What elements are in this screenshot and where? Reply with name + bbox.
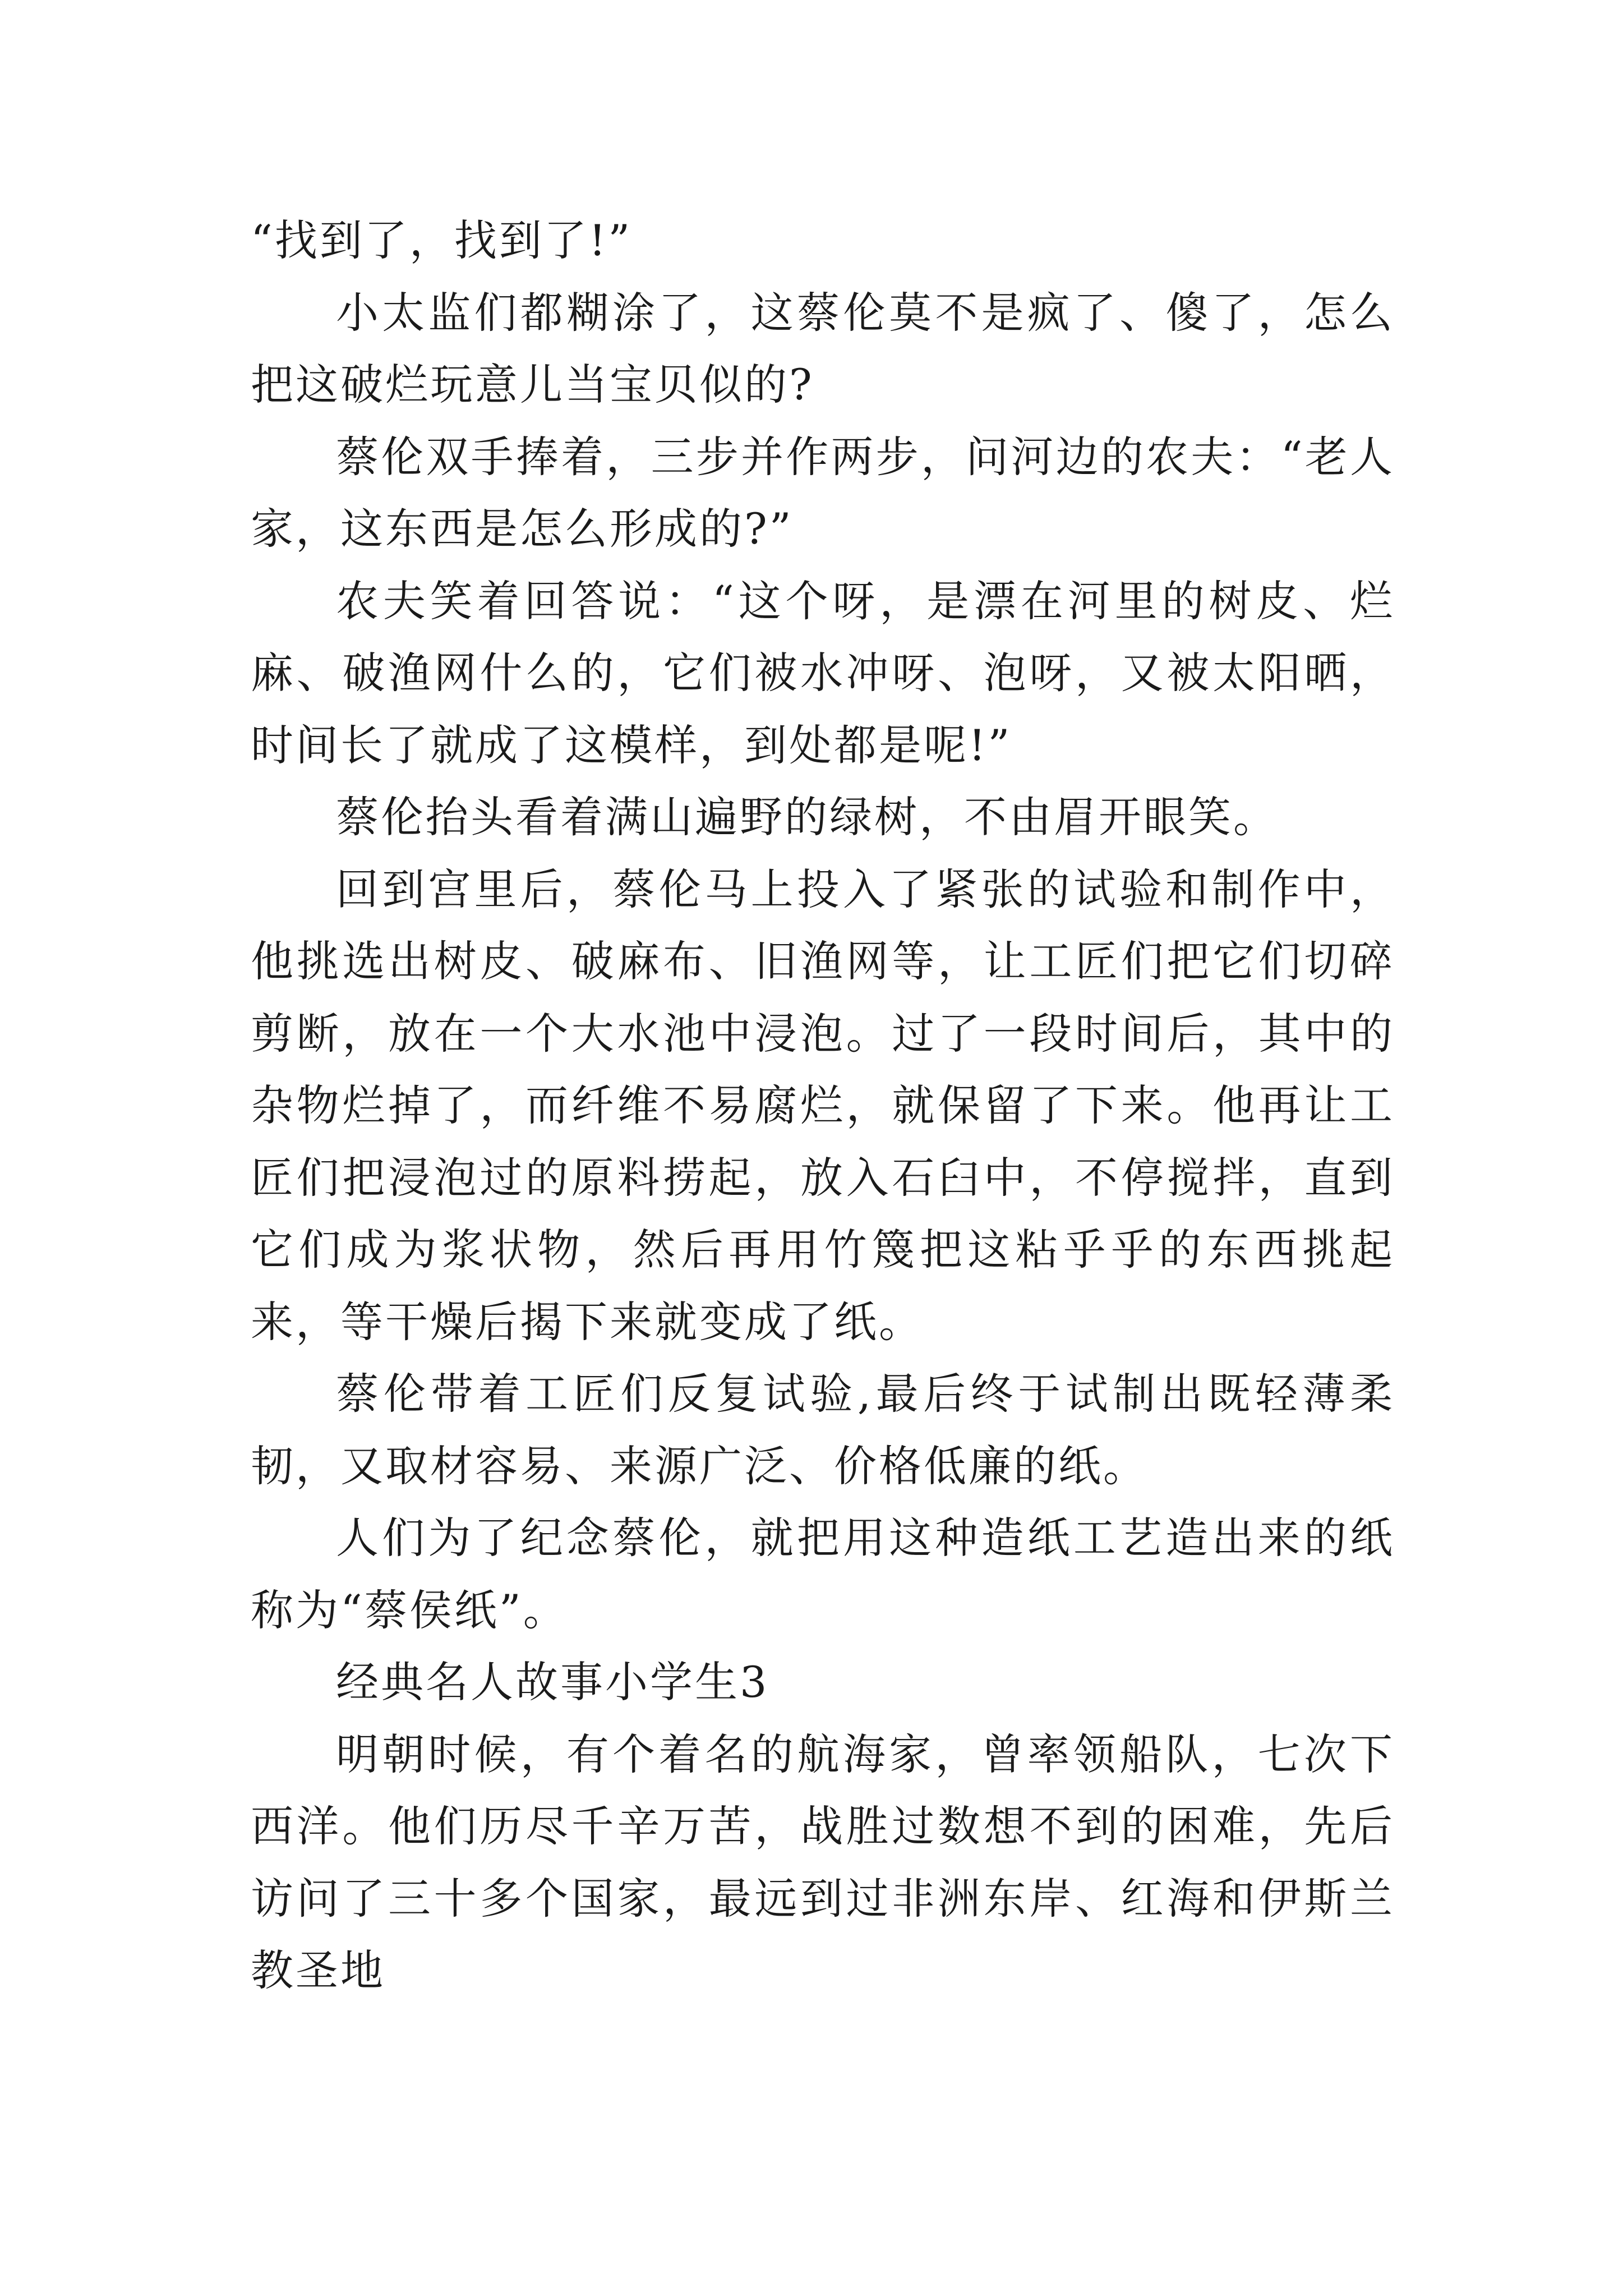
- paragraph-caihou-paper: 人们为了纪念蔡伦，就把用这种造纸工艺造出来的纸称为“蔡侯纸”。: [251, 1513, 1395, 1635]
- paragraph-papermaking-process: 回到宫里后，蔡伦马上投入了紧张的试验和制作中，他挑选出树皮、破麻布、旧渔网等，让工匠们把它们切碎剪断，放在一个大水池中浸泡。过了一段时间后，其中的杂物烂掉了，而纤维不易腐烂，就保留了下来。他再让工匠们把浸泡过的原料捞起，放入石臼中，不停搅拌，直到它们成为浆状物，然后再用竹篾把这粘乎乎的东西挑起来，等干燥后揭下来就变成了纸。: [251, 864, 1395, 1347]
- paragraph-farmer-answers: 农夫笑着回答说：“这个呀，是漂在河里的树皮、烂麻、破渔网什么的，它们被水冲呀、泡呀，又被太阳晒，时间长了就成了这模样，到处都是呢!”: [251, 576, 1395, 770]
- paragraph-eunuchs-confused: 小太监们都糊涂了，这蔡伦莫不是疯了、傻了，怎么把这破烂玩意儿当宝贝似的?: [251, 287, 1395, 409]
- paragraph-ming-navigator: 明朝时候，有个着名的航海家，曾率领船队，七次下西洋。他们历尽千辛万苦，战胜过数想不到的困难，先后访问了三十多个国家，最远到过非洲东岸、红海和伊斯兰教圣地: [251, 1729, 1395, 1995]
- paragraph-cailun-smiles: 蔡伦抬头看着满山遍野的绿树，不由眉开眼笑。: [336, 792, 1278, 842]
- paragraph-paper-result: 蔡伦带着工匠们反复试验,最后终于试制出既轻薄柔韧，又取材容易、来源广泛、价格低廉的纸。: [251, 1369, 1395, 1491]
- paragraph-quote-found: “找到了，找到了!”: [251, 215, 633, 265]
- section-heading: 经典名人故事小学生3: [336, 1657, 769, 1707]
- paragraph-cailun-asks-farmer: 蔡伦双手捧着，三步并作两步，问河边的农夫：“老人家，这东西是怎么形成的?”: [251, 431, 1395, 554]
- body-text: [251, 205, 1395, 2007]
